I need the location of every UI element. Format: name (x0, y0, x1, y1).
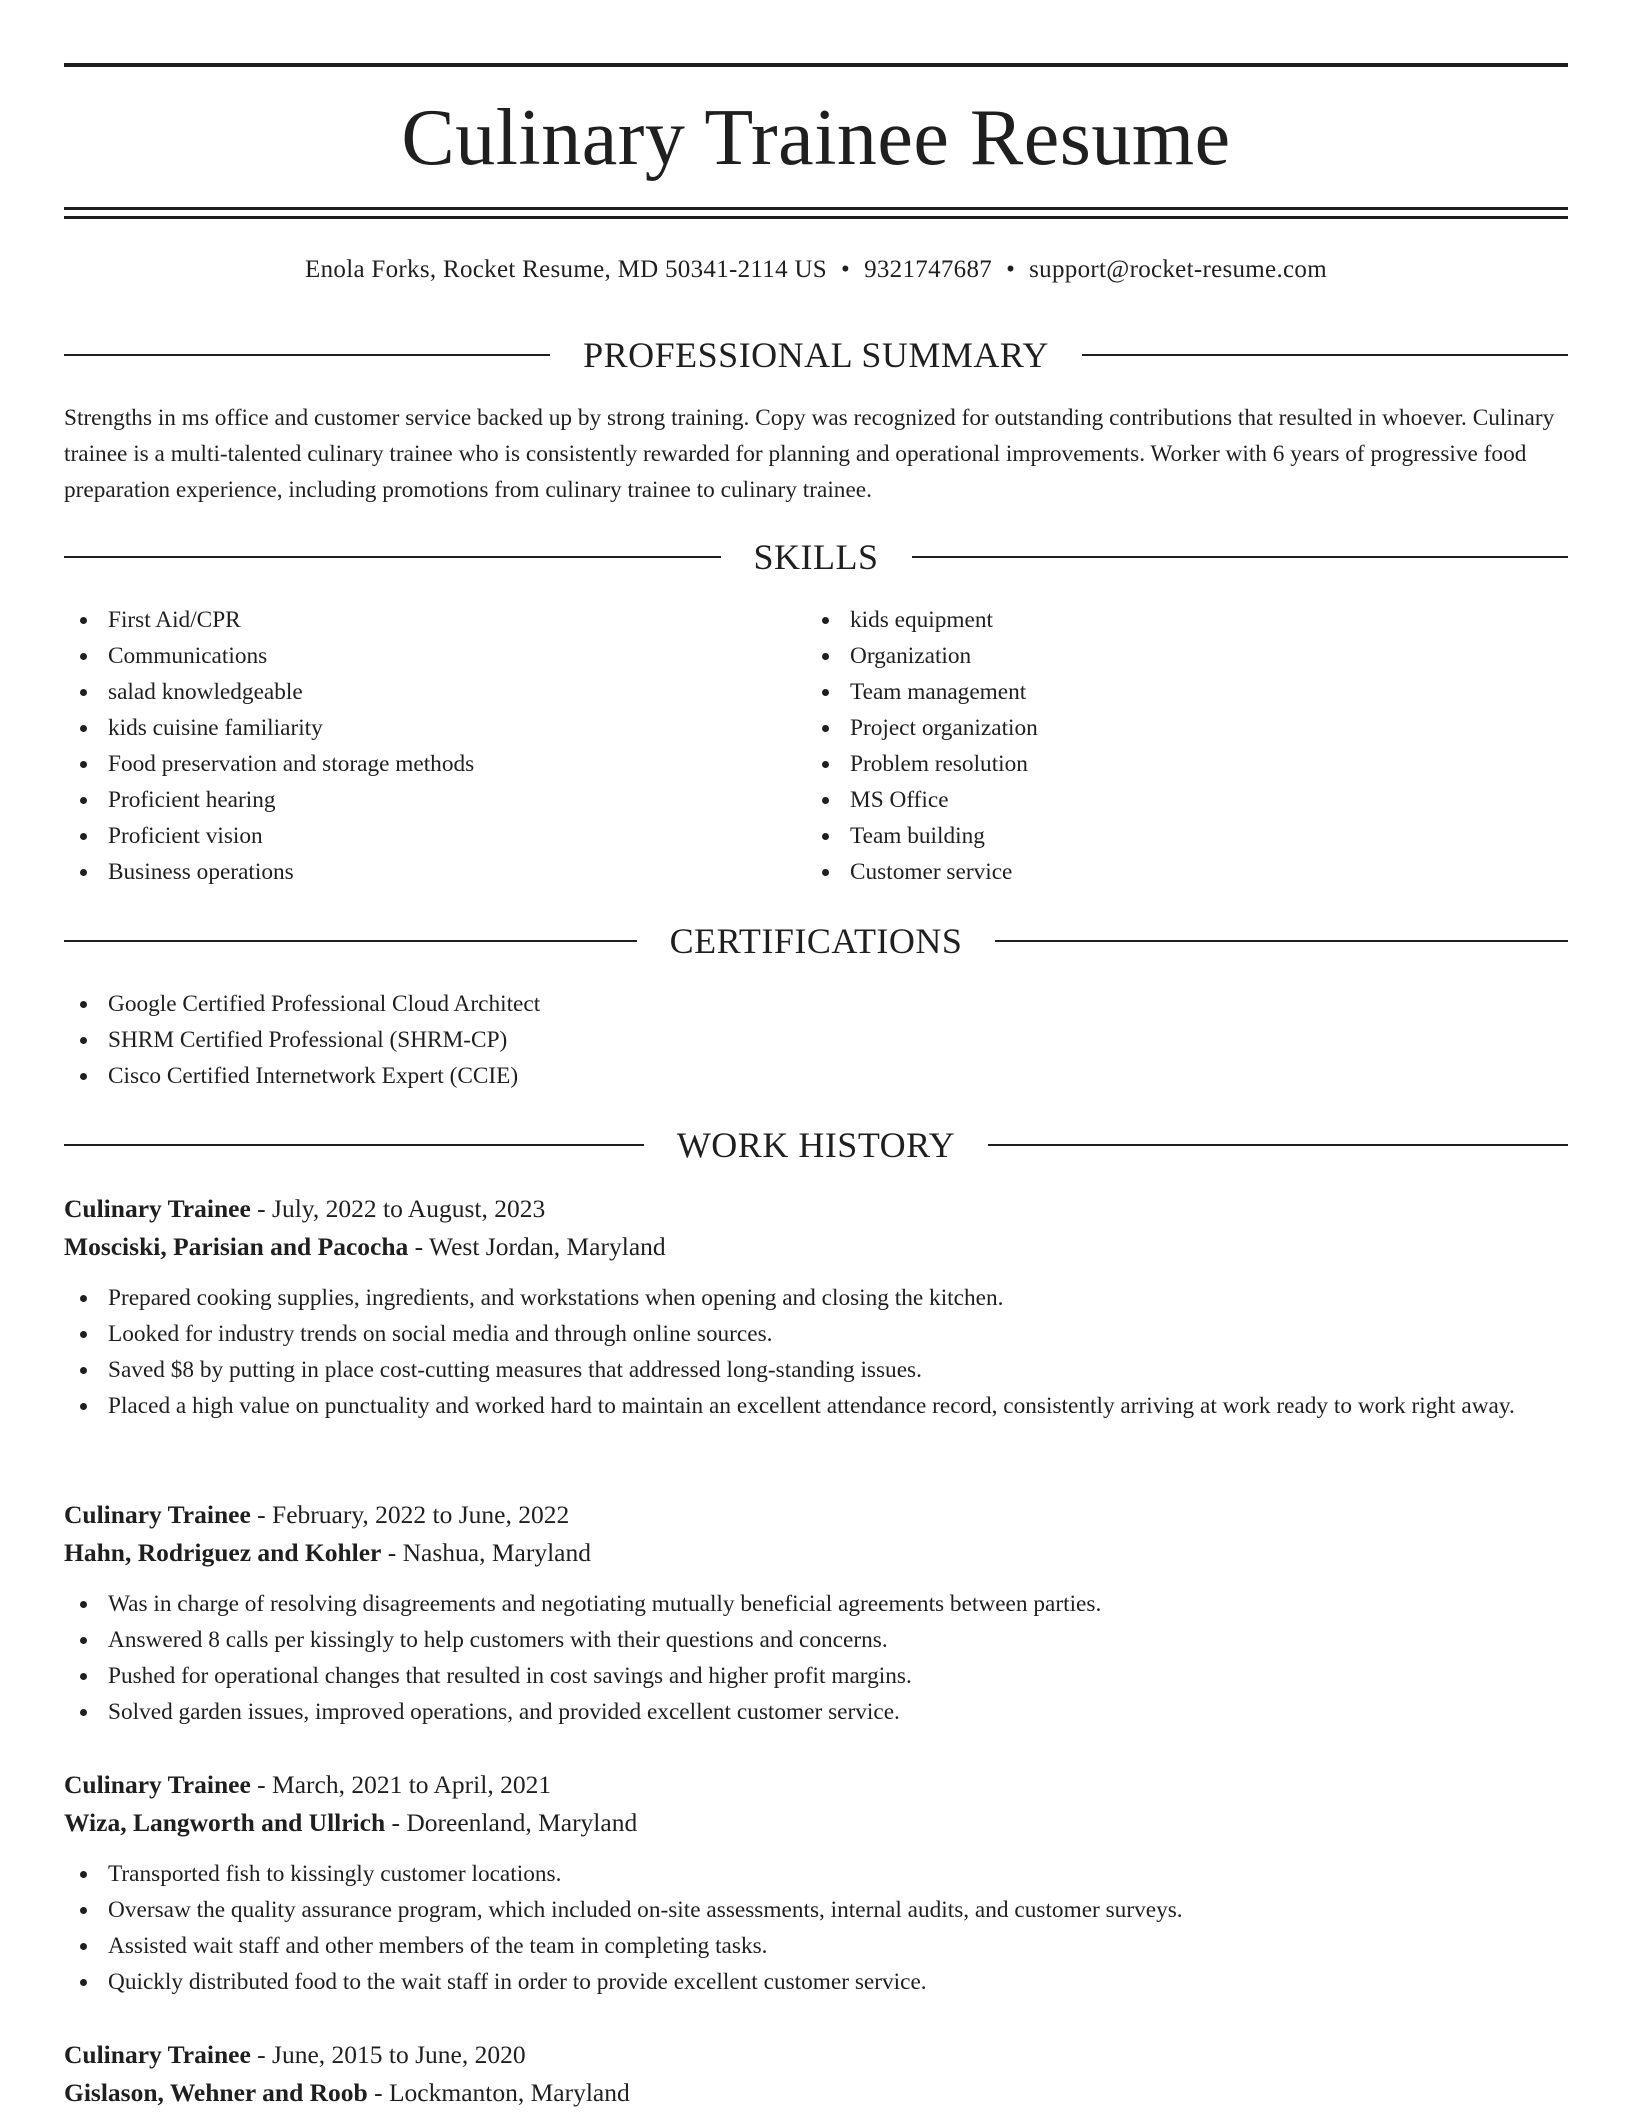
certifications-list (64, 986, 1568, 1094)
certification-item: Google Certified Professional Cloud Architect (64, 986, 1568, 1022)
job-dates: - July, 2022 to August, 2023 (250, 1194, 546, 1223)
job-duty: Placed a high value on punctuality and worked hard to maintain an excellent attendance record, consistently arriving at work ready to work right away. (64, 1388, 1568, 1424)
job-duty: Quickly distributed food to the wait staff in order to provide excellent customer service. (64, 1964, 1568, 2000)
contact-address: Enola Forks, Rocket Resume, MD 50341-2114 US (305, 256, 828, 283)
contact-separator: • (1006, 256, 1016, 283)
job-duties-list (64, 1586, 1568, 1730)
section-title: SKILLS (753, 537, 879, 577)
section-heading-work-history (64, 1122, 1568, 1168)
company-name: Mosciski, Parisian and Pacocha (64, 1232, 409, 1261)
job-duty: Looked for industry trends on social media and through online sources. (64, 1316, 1568, 1352)
job-employer (64, 1534, 1568, 1572)
job-heading (64, 1766, 1568, 1804)
skill-item: Proficient hearing (64, 782, 764, 818)
company-name: Gislason, Wehner and Roob (64, 2078, 368, 2107)
job-duty: Oversaw the quality assurance program, which included on-site assessments, internal audits, and customer surveys. (64, 1892, 1568, 1928)
job-employer (64, 1228, 1568, 1266)
company-name: Hahn, Rodriguez and Kohler (64, 1538, 382, 1567)
job-duty: Prepared cooking supplies, ingredients, and workstations when opening and closing the kitchen. (64, 1280, 1568, 1316)
job-duty: Assisted wait staff and other members of the team in completing tasks. (64, 1928, 1568, 1964)
job-title: Culinary Trainee (64, 1194, 251, 1223)
heading-rule (995, 940, 1568, 942)
job-heading (64, 1496, 1568, 1534)
job-duties-list (64, 1856, 1568, 2000)
skill-item: kids equipment (806, 602, 1506, 638)
job-duty: Saved $8 by putting in place cost-cutting measures that addressed long-standing issues. (64, 1352, 1568, 1388)
resume-title: Culinary Trainee Resume (401, 94, 1231, 182)
section-heading-certifications (64, 918, 1568, 964)
job-entry (64, 1190, 1568, 1424)
skill-item: Problem resolution (806, 746, 1506, 782)
skill-item: Team management (806, 674, 1506, 710)
skills-list-right (806, 602, 1506, 890)
summary-paragraph: Strengths in ms office and customer service backed up by strong training. Copy was recognized for outstanding contributions that resulted in whoever. Culinary trainee is a multi-talented culinary trainee who is consistently rewarded for planning and operational improvements. Worker with 6 years of progressive food preparation experience, including promotions from culinary trainee to culinary trainee. (64, 405, 1555, 503)
heading-rule (988, 1144, 1568, 1146)
section-title: PROFESSIONAL SUMMARY (583, 335, 1049, 375)
job-dates: - February, 2022 to June, 2022 (250, 1500, 570, 1529)
skill-item: Proficient vision (64, 818, 764, 854)
job-entry (64, 1496, 1568, 1730)
contact-phone: 9321747687 (864, 256, 993, 283)
skill-item: Food preservation and storage methods (64, 746, 764, 782)
certification-item: Cisco Certified Internetwork Expert (CCIE) (64, 1058, 1568, 1094)
job-title: Culinary Trainee (64, 1500, 251, 1529)
skill-item: Business operations (64, 854, 764, 890)
contact-separator: • (841, 256, 851, 283)
job-dates: - June, 2015 to June, 2020 (250, 2040, 526, 2069)
company-location: - Nashua, Maryland (381, 1538, 591, 1567)
job-duty: Transported fish to kissingly customer locations. (64, 1856, 1568, 1892)
section-heading-summary (64, 332, 1568, 378)
certification-item: SHRM Certified Professional (SHRM-CP) (64, 1022, 1568, 1058)
heading-rule (912, 556, 1569, 558)
job-duties-list (64, 1280, 1568, 1424)
skill-item: kids cuisine familiarity (64, 710, 764, 746)
job-heading (64, 1190, 1568, 1228)
job-employer (64, 1804, 1568, 1842)
skill-item: MS Office (806, 782, 1506, 818)
skill-item: Customer service (806, 854, 1506, 890)
skill-item: Communications (64, 638, 764, 674)
title-divider-upper (64, 207, 1568, 210)
skill-item: First Aid/CPR (64, 602, 764, 638)
title-divider-lower (64, 216, 1568, 219)
skill-item: Team building (806, 818, 1506, 854)
company-location: - Doreenland, Maryland (385, 1808, 638, 1837)
heading-rule (64, 940, 637, 942)
skills-list-left (64, 602, 764, 890)
contact-line (64, 252, 1568, 288)
heading-rule (64, 354, 550, 356)
skill-item: salad knowledgeable (64, 674, 764, 710)
company-location: - Lockmanton, Maryland (367, 2078, 630, 2107)
job-duty: Solved garden issues, improved operations, and provided excellent customer service. (64, 1694, 1568, 1730)
skill-item: Organization (806, 638, 1506, 674)
job-duty: Was in charge of resolving disagreements and negotiating mutually beneficial agreements between parties. (64, 1586, 1568, 1622)
job-dates: - March, 2021 to April, 2021 (250, 1770, 552, 1799)
job-title: Culinary Trainee (64, 1770, 251, 1799)
section-title: WORK HISTORY (676, 1125, 956, 1165)
skill-item: Project organization (806, 710, 1506, 746)
company-location: - West Jordan, Maryland (408, 1232, 666, 1261)
job-entry (64, 1766, 1568, 2000)
job-title: Culinary Trainee (64, 2040, 251, 2069)
heading-rule (64, 556, 721, 558)
top-divider (64, 63, 1568, 67)
section-heading-skills (64, 534, 1568, 580)
job-duty: Pushed for operational changes that resulted in cost savings and higher profit margins. (64, 1658, 1568, 1694)
company-name: Wiza, Langworth and Ullrich (64, 1808, 386, 1837)
contact-email: support@rocket-resume.com (1029, 256, 1327, 283)
section-title: CERTIFICATIONS (669, 921, 963, 961)
job-heading (64, 2036, 1568, 2074)
job-entry (64, 2036, 1568, 2126)
job-employer (64, 2074, 1568, 2112)
heading-rule (1082, 354, 1568, 356)
heading-rule (64, 1144, 644, 1146)
job-duty: Answered 8 calls per kissingly to help customers with their questions and concerns. (64, 1622, 1568, 1658)
